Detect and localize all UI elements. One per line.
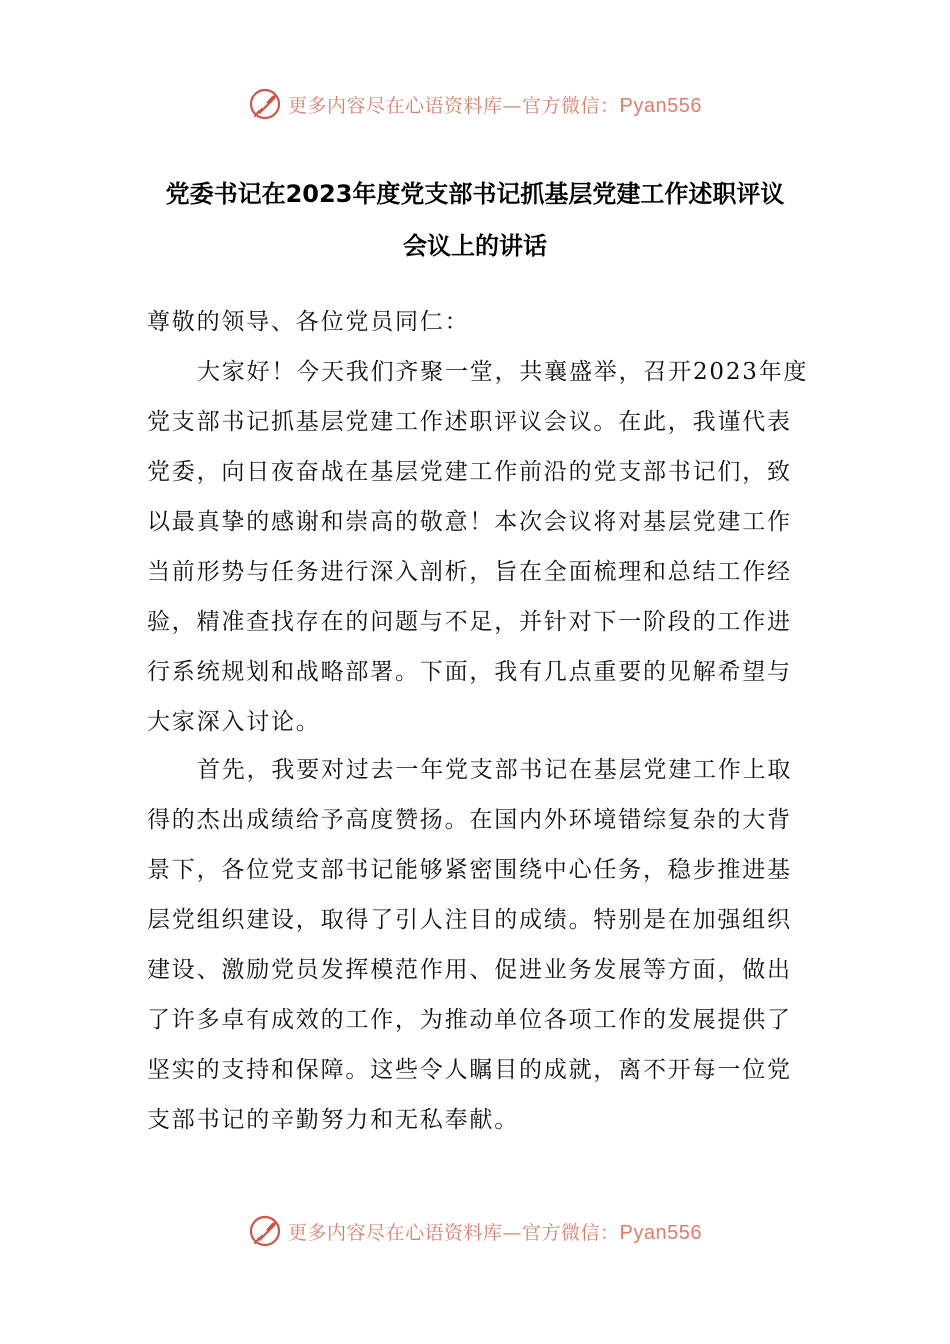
paragraph-2: 首先，我要对过去一年党支部书记在基层党建工作上取得的杰出成绩给予高度赞扬。在国内外环境错综复杂的大背景下，各位党支部书记能够紧密围绕中心任务，稳步推进基层党组织建设，取得了引人注目的成绩。特别是在加强组织建设、激励党员发挥模范作用、促进业务发展等方面，做出了许多卓有成效的工作，为推动单位各项工作的发展提供了坚实的支持和保障。这些令人瞩目的成就，离不开每一位党支部书记的辛勤努力和无私奉献。 (147, 757, 793, 1133)
header-watermark (0, 84, 950, 124)
document-title-line-2: 会议上的讲话 (403, 232, 547, 260)
paragraph-1: 大家好！今天我们齐聚一堂，共襄盛举，召开2023年度党支部书记抓基层党建工作述职评议会议。在此，我谨代表党委，向日夜奋战在基层党建工作前沿的党支部书记们，致以最真挚的感谢和崇高的敬意！本次会议将对基层党建工作当前形势与任务进行深入剖析，旨在全面梳理和总结工作经验，精准查找存在的问题与不足，并针对下一阶段的工作进行系统规划和战略部署。下面，我有几点重要的见解希望与大家深入讨论。 (147, 359, 809, 735)
watermark-handle: Pyan556 (619, 1221, 702, 1244)
quill-pen-icon (248, 1214, 282, 1248)
quill-pen-icon (248, 87, 282, 121)
salutation: 尊敬的领导、各位党员同仁： (147, 309, 470, 335)
watermark-text: 更多内容尽在心语资料库—官方微信：Pyan556 (288, 1221, 702, 1244)
watermark-text: 更多内容尽在心语资料库—官方微信：Pyan556 (288, 94, 702, 117)
watermark-handle: Pyan556 (619, 94, 702, 117)
document-title-line-1: 党委书记在2023年度党支部书记抓基层党建工作述职评议 (165, 180, 785, 208)
footer-watermark (0, 1211, 950, 1251)
